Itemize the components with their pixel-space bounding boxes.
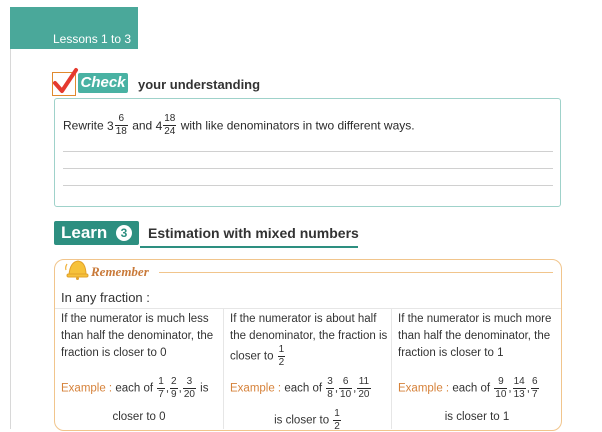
example-text: each of — [115, 382, 154, 395]
mixed-1-whole: 3 — [107, 118, 114, 133]
rule-example: Example : each of $\frac{1}{7}$ , $\frac{2}{9}$ , $\frac{3}{20}$ is — [61, 376, 209, 400]
example-label: Example : — [398, 382, 450, 395]
learn-title-underline — [140, 246, 358, 248]
numerator: 1 — [278, 344, 285, 355]
learn-title: Estimation with mixed numbers — [148, 225, 359, 241]
numerator: 2 — [171, 376, 177, 387]
check-heading-suffix: your understanding — [138, 77, 261, 92]
question-and: and — [132, 118, 153, 133]
example-fraction — [183, 377, 196, 400]
mixed-2-fraction — [163, 114, 176, 137]
denominator: 9 — [171, 389, 177, 400]
answer-line[interactable] — [63, 168, 553, 169]
margin-rule — [10, 49, 11, 429]
check-word: Check — [78, 73, 128, 93]
learn-number: 3 — [116, 225, 132, 241]
check-question — [63, 114, 415, 137]
lesson-banner — [10, 7, 138, 49]
denominator: 24 — [164, 126, 176, 137]
rule-column-closer-to-0 — [55, 309, 223, 429]
rule-example: Example : each of $\frac{3}{8}$ , $\frac{6}{10}$ , $\frac{11}{20}$ — [230, 376, 370, 400]
denominator: 18 — [115, 126, 127, 137]
mixed-2-whole: 4 — [155, 118, 163, 133]
question-suffix: with like denominators in two different ways. — [180, 118, 415, 133]
numerator: 3 — [183, 377, 196, 389]
rule-column-closer-to-1 — [391, 309, 562, 429]
example-label: Example : — [230, 382, 282, 395]
numerator: 3 — [327, 376, 333, 387]
numerator: 1 — [158, 376, 164, 387]
example-fraction — [357, 377, 370, 400]
denominator: 20 — [183, 389, 195, 400]
denominator: 2 — [334, 421, 340, 432]
example-fraction — [494, 377, 507, 400]
rule-description-text: If the numerator is about half the denominator, the fraction is closer to — [230, 313, 388, 363]
check-panel — [54, 98, 561, 207]
result-fraction — [333, 409, 341, 432]
remember-rule — [159, 272, 553, 273]
denominator: 10 — [340, 389, 352, 400]
answer-line[interactable] — [63, 185, 553, 186]
numerator: 6 — [339, 377, 352, 389]
denominator: 7 — [531, 389, 538, 400]
bell-icon — [65, 258, 89, 280]
example-text: each of — [452, 382, 491, 395]
rule-column-closer-to-half — [223, 309, 392, 432]
numerator: 14 — [513, 376, 525, 387]
example-fraction — [513, 377, 526, 400]
example-fraction — [326, 377, 334, 400]
question-prefix: Rewrite — [63, 118, 104, 133]
rule-result: closer to 0 — [112, 411, 166, 423]
lesson-banner-text: Lessons 1 to 3 — [53, 32, 132, 46]
numerator: 18 — [164, 113, 176, 124]
example-label: Example : — [61, 382, 113, 395]
remember-intro: In any fraction : — [61, 290, 150, 305]
rule-result — [224, 409, 392, 432]
numerator: 9 — [494, 377, 507, 389]
learn-word: Learn — [61, 223, 108, 242]
remember-word: Remember — [91, 264, 149, 279]
example-fraction — [157, 377, 165, 400]
mixed-number-2 — [156, 114, 178, 137]
rule-result-text: is closer to — [274, 414, 330, 427]
numerator: 1 — [334, 408, 340, 419]
denominator: 2 — [278, 357, 285, 368]
denominator: 13 — [513, 389, 525, 400]
numerator: 6 — [115, 114, 128, 126]
rule-description — [230, 311, 390, 368]
denominator: 20 — [358, 389, 370, 400]
checkmark-icon — [52, 72, 76, 96]
description-fraction — [278, 345, 286, 368]
mixed-number-1 — [107, 114, 129, 137]
example-text: each of — [284, 382, 323, 395]
rule-example: Example : each of $\frac{9}{10}$ , $\frac{14}{13}$ , $\frac{6}{7}$ — [398, 376, 538, 400]
learn-badge — [54, 221, 139, 245]
mixed-1-fraction — [115, 114, 128, 137]
example-after: is — [200, 382, 209, 395]
rule-description: If the numerator is much more than half the denominator, the fraction is closer to 1 — [398, 313, 552, 359]
denominator: 8 — [327, 389, 333, 400]
remember-panel — [54, 259, 562, 431]
check-logo — [52, 72, 132, 96]
example-fraction — [170, 377, 178, 400]
learn-heading — [54, 221, 364, 247]
answer-line[interactable] — [63, 151, 553, 152]
denominator: 7 — [158, 389, 164, 400]
rule-result: is closer to 1 — [444, 411, 510, 423]
numerator: 6 — [531, 376, 538, 387]
denominator: 10 — [495, 389, 507, 400]
example-fraction — [339, 377, 352, 400]
rule-description: If the numerator is much less than half the denominator, the fraction is closer to 0 — [61, 313, 214, 359]
numerator: 11 — [358, 376, 370, 387]
example-fraction — [531, 377, 539, 400]
